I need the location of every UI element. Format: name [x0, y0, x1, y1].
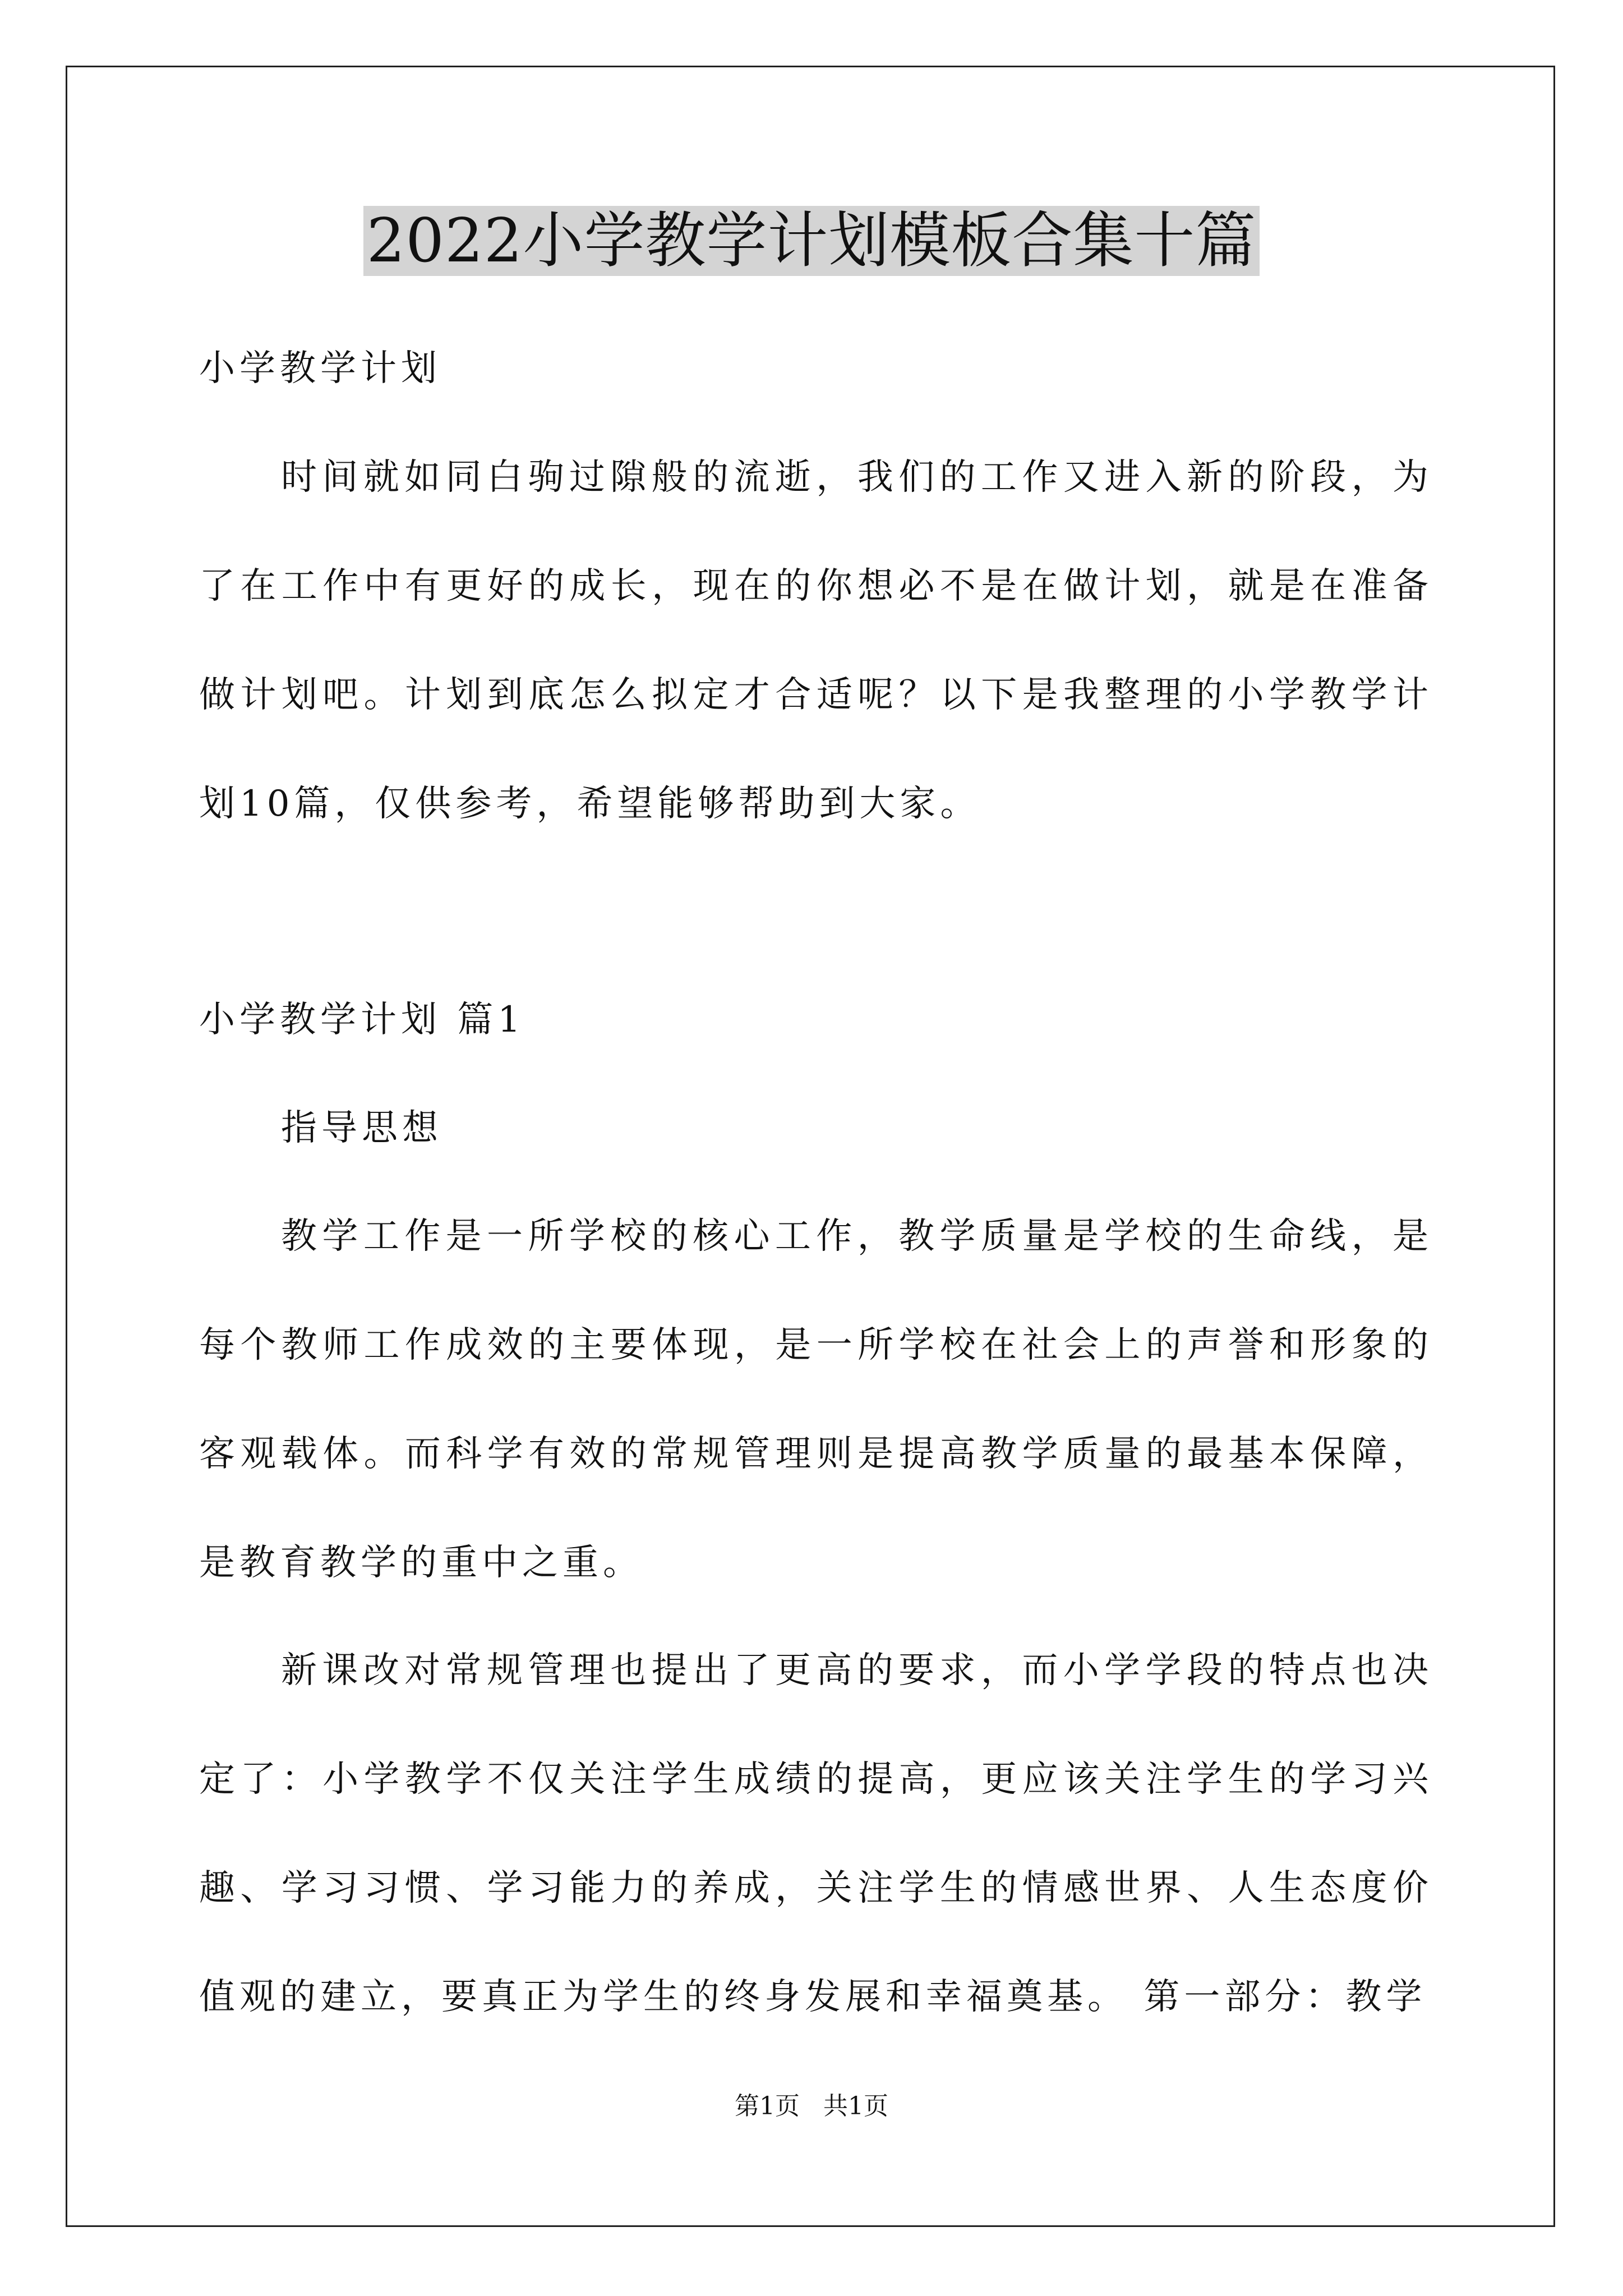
intro-paragraph: 时间就如同白驹过隙般的流逝，我们的工作又进入新的阶段，为了在工作中有更好的成长，现在的你想必不是在做计划，就是在准备做计划吧。计划到底怎么拟定才合适呢？以下是我整理的小学教学计划10篇，仅供参考，希望能够帮助到大家。: [199, 457, 1433, 825]
subheading-guiding-ideology: 指导思想: [281, 1107, 442, 1149]
page-footer: [0, 2090, 1623, 2123]
section-heading: 小学教学计划: [199, 348, 441, 389]
paragraph-2: 新课改对常规管理也提出了更高的要求，而小学学段的特点也决定了：小学教学不仅关注学生成绩的提高，更应该关注学生的学习兴趣、学习习惯、学习能力的养成，关注学生的情感世界、人生态度价值观的建立，要真正为学生的终身发展和幸福奠基。 第一部分：教学: [199, 1650, 1433, 2018]
footer-page-total: 共1页: [823, 2092, 888, 2120]
document-title: [0, 199, 1623, 283]
document-title-text: 2022小学教学计划模板合集十篇: [363, 206, 1260, 276]
paragraph-1: 教学工作是一所学校的核心工作，教学质量是学校的生命线，是每个教师工作成效的主要体现，是一所学校在社会上的声誉和形象的客观载体。而科学有效的常规管理则是提高教学质量的最基本保障，是教育教学的重中之重。: [199, 1216, 1433, 1584]
footer-page-current: 第1页: [735, 2092, 800, 2120]
part-heading: 小学教学计划 篇1: [199, 999, 525, 1041]
